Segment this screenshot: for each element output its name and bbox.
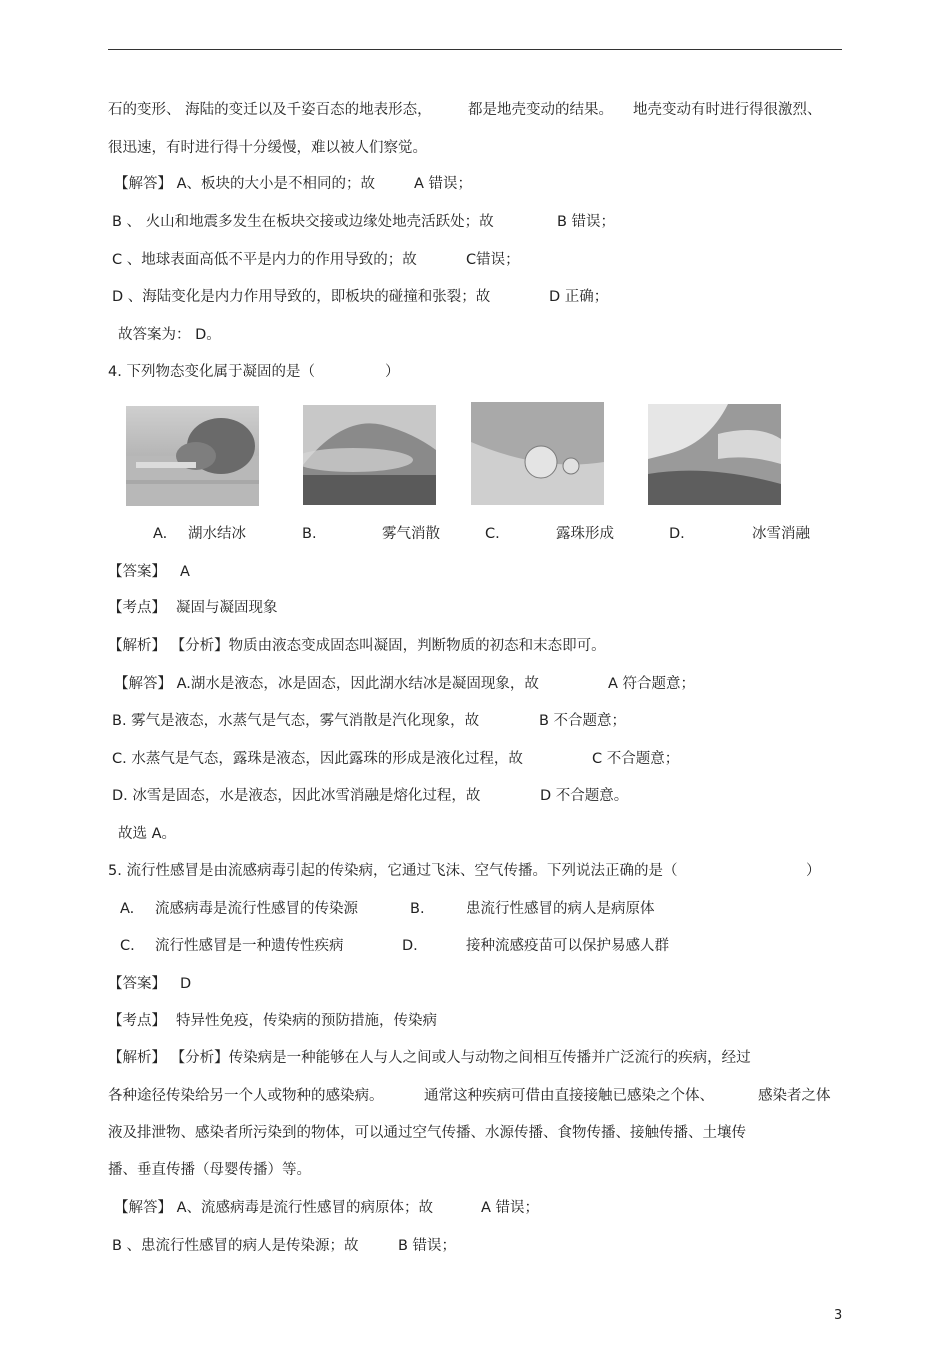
melting-snow-image: [648, 404, 781, 505]
q5-analysis-2c: 感染者之体: [758, 1088, 831, 1104]
q5-analysis-3: 液及排泄物、感染者所污染到的物体，可以通过空气传播、水源传播、食物传播、接触传播、土壤传: [108, 1125, 746, 1141]
solution-d: D. 冰雪是固态，水是液态，因此冰雪消融是熔化过程，故: [112, 788, 481, 804]
q5-option-b-letter: B.: [410, 901, 425, 917]
q5-topic-tag: 【考点】: [108, 1013, 166, 1029]
dew-drop-image: [471, 402, 604, 505]
option-b-text: 雾气消散: [382, 526, 440, 542]
solution-c-result: C 不合题意；: [592, 751, 680, 767]
solution-c: C. 水蒸气是气态，露珠是液态，因此露珠的形成是液化过程，故: [112, 751, 523, 767]
solution-a-result: A 符合题意；: [608, 676, 696, 692]
q5-option-c: 流行性感冒是一种遗传性疾病: [155, 938, 344, 954]
q5-option-a-letter: A.: [120, 901, 135, 917]
q5-solution-a-result: A 错误；: [481, 1200, 540, 1216]
q5-analysis-4: 播、垂直传播（母婴传播）等。: [108, 1162, 311, 1178]
answer-b-line: B 、 火山和地震多发生在板块交接或边缘处地壳活跃处；故: [112, 214, 494, 230]
q5-answer-tag: 【答案】: [108, 976, 166, 992]
answer-a-line: 【解答】 A、板块的大小是不相同的；故: [114, 176, 376, 192]
q5-solution-b-result: B 错误；: [398, 1238, 457, 1254]
selection-line: 故选 A。: [118, 826, 177, 842]
q5-solution-b: B 、患流行性感冒的病人是传染源；故: [112, 1238, 359, 1254]
question-4: 4. 下列物态变化属于凝固的是（: [108, 364, 315, 380]
q5-option-c-letter: C.: [120, 938, 135, 954]
question-5: 5. 流行性感冒是由流感病毒引起的传染病，它通过飞沫、空气传播。下列说法正确的是（: [108, 863, 678, 879]
answer-c-line: C 、地球表面高低不平是内力的作用导致的；故: [112, 252, 417, 268]
page-number: 3: [834, 1308, 843, 1323]
q5-answer-value: D: [180, 976, 192, 992]
q5-analysis-1: 【解析】 【分析】传染病是一种能够在人与人之间或人与动物之间相互传播并广泛流行的疾病，经过: [108, 1050, 751, 1066]
text-line: 石的变形、 海陆的变迁以及千姿百态的地表形态，: [108, 102, 432, 118]
answer-d-line: D 、海陆变化是内力作用导致的，即板块的碰撞和张裂；故: [112, 289, 491, 305]
q5-option-b: 患流行性感冒的病人是病原体: [466, 901, 655, 917]
solution-d-result: D 不合题意。: [540, 788, 629, 804]
option-d-letter: D.: [669, 526, 685, 542]
question-5-paren: ）: [806, 863, 821, 879]
option-b-letter: B.: [302, 526, 317, 542]
q5-analysis-2b: 通常这种疾病可借由直接接触已感染之个体、: [424, 1088, 714, 1104]
option-a-text: 湖水结冰: [188, 526, 246, 542]
option-a-letter: A.: [153, 526, 168, 542]
question-4-paren: ）: [385, 364, 400, 380]
text-line: 地壳变动有时进行得很激烈、: [633, 102, 822, 118]
q5-solution-a: 【解答】 A、流感病毒是流行性感冒的病原体；故: [114, 1200, 434, 1216]
text-line: 很迅速，有时进行得十分缓慢，难以被人们察觉。: [108, 140, 427, 156]
lake-ice-image: [126, 406, 259, 506]
answer-c-result: C错误；: [466, 252, 520, 268]
q5-topic-text: 特异性免疫，传染病的预防措施，传染病: [176, 1013, 437, 1029]
solution-b: B. 雾气是液态，水蒸气是气态，雾气消散是汽化现象，故: [112, 713, 480, 729]
topic-tag: 【考点】: [108, 600, 166, 616]
header-rule: [108, 49, 842, 50]
answer-d-result: D 正确；: [549, 289, 609, 305]
q5-option-d-letter: D.: [402, 938, 418, 954]
q5-option-d: 接种流感疫苗可以保护易感人群: [466, 938, 669, 954]
fog-image: [303, 405, 436, 505]
solution-b-result: B 不合题意；: [539, 713, 627, 729]
option-c-text: 露珠形成: [556, 526, 614, 542]
answer-b-result: B 错误；: [557, 214, 616, 230]
q5-option-a: 流感病毒是流行性感冒的传染源: [155, 901, 358, 917]
option-d-text: 冰雪消融: [752, 526, 810, 542]
answer-value: A: [180, 564, 190, 580]
topic-text: 凝固与凝固现象: [176, 600, 278, 616]
answer-tag: 【答案】: [108, 564, 166, 580]
answer-summary: 故答案为： D。: [118, 327, 221, 343]
q5-analysis-2: 各种途径传染给另一个人或物种的感染病。: [108, 1088, 384, 1104]
solution-a: 【解答】 A.湖水是液态，冰是固态，因此湖水结冰是凝固现象，故: [114, 676, 539, 692]
text-line: 都是地壳变动的结果。: [468, 102, 613, 118]
answer-a-result: A 错误；: [414, 176, 473, 192]
option-c-letter: C.: [485, 526, 500, 542]
analysis-line: 【解析】 【分析】物质由液态变成固态叫凝固，判断物质的初态和末态即可。: [108, 638, 606, 654]
